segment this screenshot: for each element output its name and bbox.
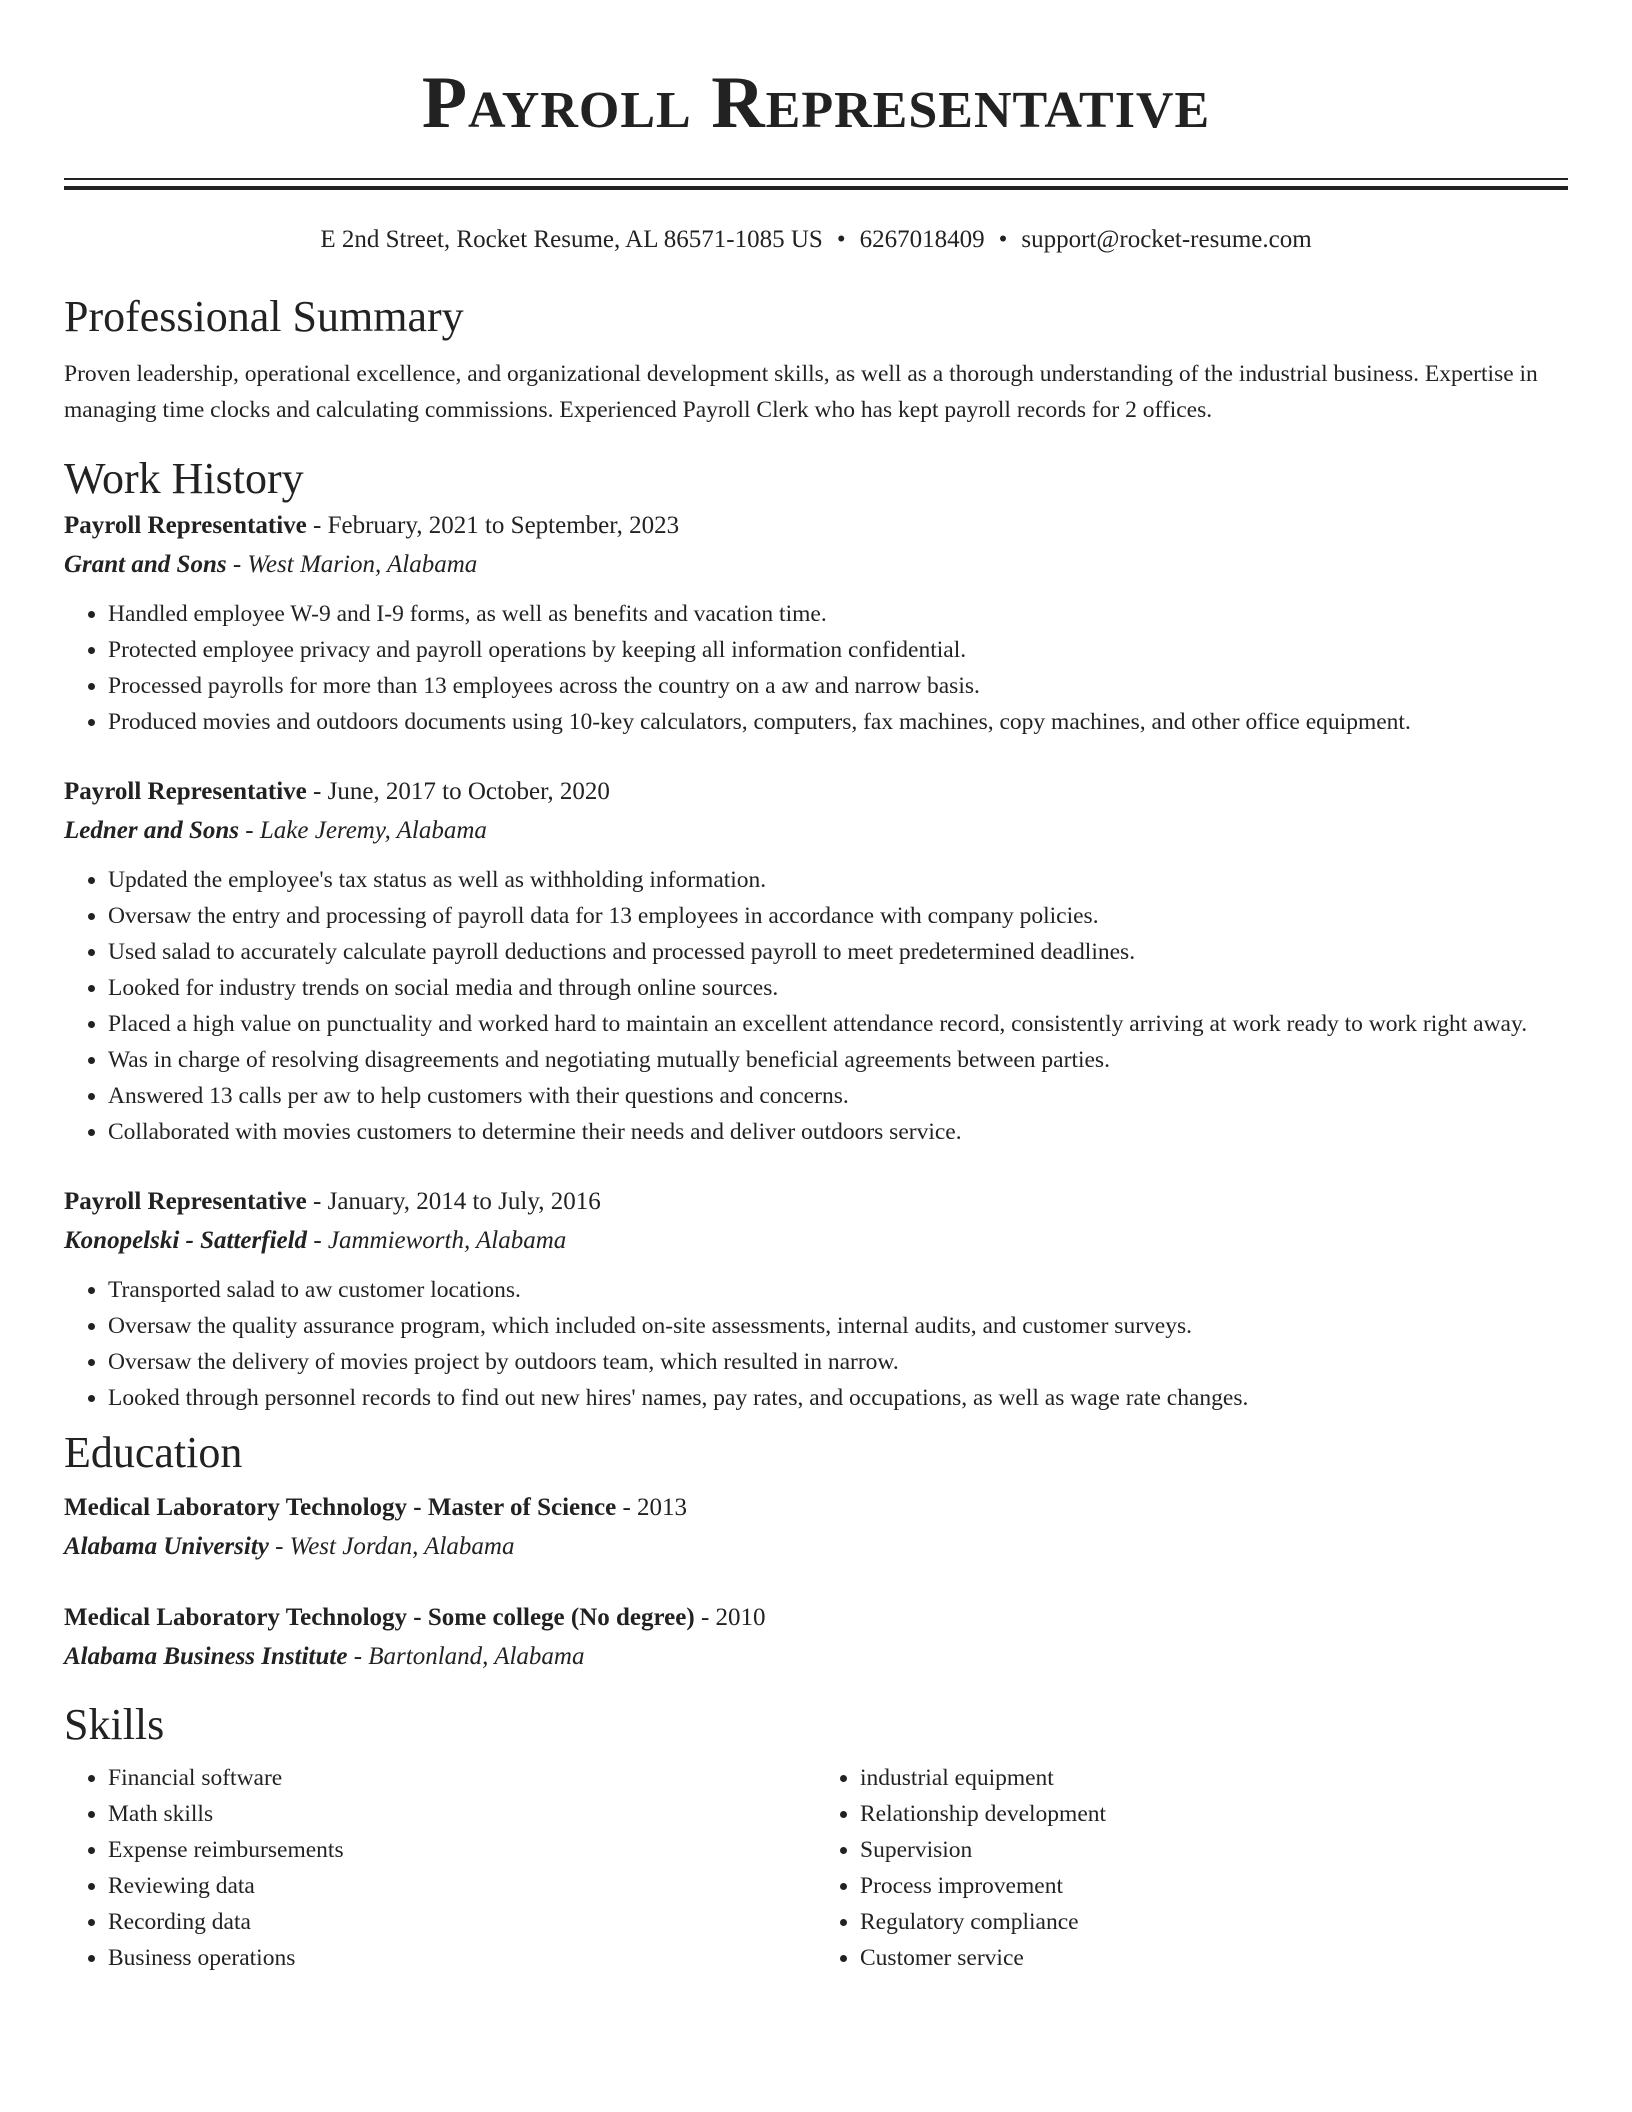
- education-school-line: [64, 1528, 1568, 1566]
- list-item: • Oversaw the quality assurance program, which included on-site assessments, internal audits, and customer surveys.: [108, 1308, 1568, 1344]
- contact-line: [64, 224, 1568, 256]
- list-item: • Processed payrolls for more than 13 employees across the country on a aw and narrow basis.: [108, 668, 1568, 704]
- summary-text: Proven leadership, operational excellence, and organizational development skills, as well as a thorough understanding of the industrial business. Expertise in managing time clocks and calculating commissions. Experienced Payroll Clerk who has kept payroll records for 2 offices.: [64, 361, 1538, 423]
- job-company-line: [64, 1222, 1568, 1260]
- list-item: • Protected employee privacy and payroll operations by keeping all information confidential.: [108, 632, 1568, 668]
- job-company: Konopelski - Satterfield: [64, 1227, 308, 1254]
- education-degree-line: [64, 1598, 1568, 1638]
- skill-item: • Reviewing data: [108, 1868, 816, 1904]
- contact-phone: 6267018409: [859, 226, 985, 253]
- skill-item: • Recording data: [108, 1904, 816, 1940]
- education-location: - West Jordan, Alabama: [268, 1533, 515, 1560]
- job-title-line: [64, 772, 1568, 812]
- job-location: - Lake Jeremy, Alabama: [239, 817, 487, 844]
- education-school: Alabama Business Institute: [64, 1643, 348, 1670]
- list-item: • Was in charge of resolving disagreements and negotiating mutually beneficial agreements between parties.: [108, 1042, 1568, 1078]
- spacer: [64, 740, 1568, 772]
- list-item: • Updated the employee's tax status as well as withholding information.: [108, 862, 1568, 898]
- job-dates: - February, 2021 to September, 2023: [306, 512, 680, 539]
- skill-item: • Math skills: [108, 1796, 816, 1832]
- list-item: • Collaborated with movies customers to determine their needs and deliver outdoors service.: [108, 1114, 1568, 1150]
- education-degree-line: [64, 1488, 1568, 1528]
- education-school: Alabama University: [64, 1533, 269, 1560]
- list-item: • Looked through personnel records to find out new hires' names, pay rates, and occupations, as well as wage rate changes.: [108, 1380, 1568, 1416]
- job-bullets: [64, 1272, 1568, 1416]
- education-location: - Bartonland, Alabama: [347, 1643, 585, 1670]
- contact-email: support@rocket-resume.com: [1021, 226, 1312, 253]
- job-location: - West Marion, Alabama: [226, 551, 478, 578]
- resume-name-heading: Payroll Representative: [421, 62, 1211, 144]
- job-title-line: [64, 1182, 1568, 1222]
- education-year: - 2013: [616, 1494, 688, 1521]
- list-item: • Produced movies and outdoors documents using 10-key calculators, computers, fax machines, copy machines, and other office equipment.: [108, 704, 1568, 740]
- job-company: Grant and Sons: [64, 551, 227, 578]
- education-year: - 2010: [694, 1604, 766, 1631]
- job-role: Payroll Representative: [64, 778, 307, 805]
- list-item: • Transported salad to aw customer locations.: [108, 1272, 1568, 1308]
- job-entry: [64, 1182, 1568, 1416]
- list-item: • Oversaw the delivery of movies project by outdoors team, which resulted in narrow.: [108, 1344, 1568, 1380]
- job-company: Ledner and Sons: [64, 817, 240, 844]
- skill-item: • Business operations: [108, 1940, 816, 1976]
- education-entry: [64, 1488, 1568, 1566]
- header-double-rule: [64, 178, 1568, 190]
- spacer: [64, 1150, 1568, 1182]
- skills-list-right: [816, 1760, 1568, 1976]
- skill-item: • Relationship development: [860, 1796, 1568, 1832]
- skill-item: • industrial equipment: [860, 1760, 1568, 1796]
- work-history-section-title: Work History: [64, 454, 304, 503]
- skills-columns: [64, 1760, 1568, 1976]
- job-bullets: [64, 862, 1568, 1150]
- education-section-title: Education: [64, 1428, 243, 1477]
- skill-item: • Supervision: [860, 1832, 1568, 1868]
- education-degree: Medical Laboratory Technology - Master of Science: [64, 1494, 617, 1521]
- job-company-line: [64, 812, 1568, 850]
- list-item: • Oversaw the entry and processing of payroll data for 13 employees in accordance with company policies.: [108, 898, 1568, 934]
- job-entry: [64, 506, 1568, 740]
- list-item: • Handled employee W-9 and I-9 forms, as well as benefits and vacation time.: [108, 596, 1568, 632]
- skill-item: • Process improvement: [860, 1868, 1568, 1904]
- list-item: • Looked for industry trends on social media and through online sources.: [108, 970, 1568, 1006]
- education-entry: [64, 1598, 1568, 1676]
- list-item: • Placed a high value on punctuality and worked hard to maintain an excellent attendance record, consistently arriving at work ready to work right away.: [108, 1006, 1568, 1042]
- skill-item: • Expense reimbursements: [108, 1832, 816, 1868]
- education-school-line: [64, 1638, 1568, 1676]
- summary-section-title: Professional Summary: [64, 292, 464, 341]
- job-location: - Jammieworth, Alabama: [307, 1227, 567, 1254]
- job-dates: - June, 2017 to October, 2020: [306, 778, 610, 805]
- list-item: • Used salad to accurately calculate payroll deductions and processed payroll to meet predetermined deadlines.: [108, 934, 1568, 970]
- job-dates: - January, 2014 to July, 2016: [306, 1188, 601, 1215]
- job-entry: [64, 772, 1568, 1150]
- job-role: Payroll Representative: [64, 1188, 307, 1215]
- job-role: Payroll Representative: [64, 512, 307, 539]
- job-title-line: [64, 506, 1568, 546]
- job-company-line: [64, 546, 1568, 584]
- skills-section-title: Skills: [64, 1700, 165, 1749]
- education-degree: Medical Laboratory Technology - Some college (No degree): [64, 1604, 695, 1631]
- spacer: [64, 1566, 1568, 1598]
- list-item: • Answered 13 calls per aw to help customers with their questions and concerns.: [108, 1078, 1568, 1114]
- job-bullets: [64, 596, 1568, 740]
- skills-list-left: [64, 1760, 816, 1976]
- skill-item: • Financial software: [108, 1760, 816, 1796]
- contact-address: E 2nd Street, Rocket Resume, AL 86571-1085 US: [320, 226, 823, 253]
- contact-separator: •: [998, 226, 1008, 253]
- skill-item: • Customer service: [860, 1940, 1568, 1976]
- skill-item: • Regulatory compliance: [860, 1904, 1568, 1940]
- contact-separator: •: [836, 226, 846, 253]
